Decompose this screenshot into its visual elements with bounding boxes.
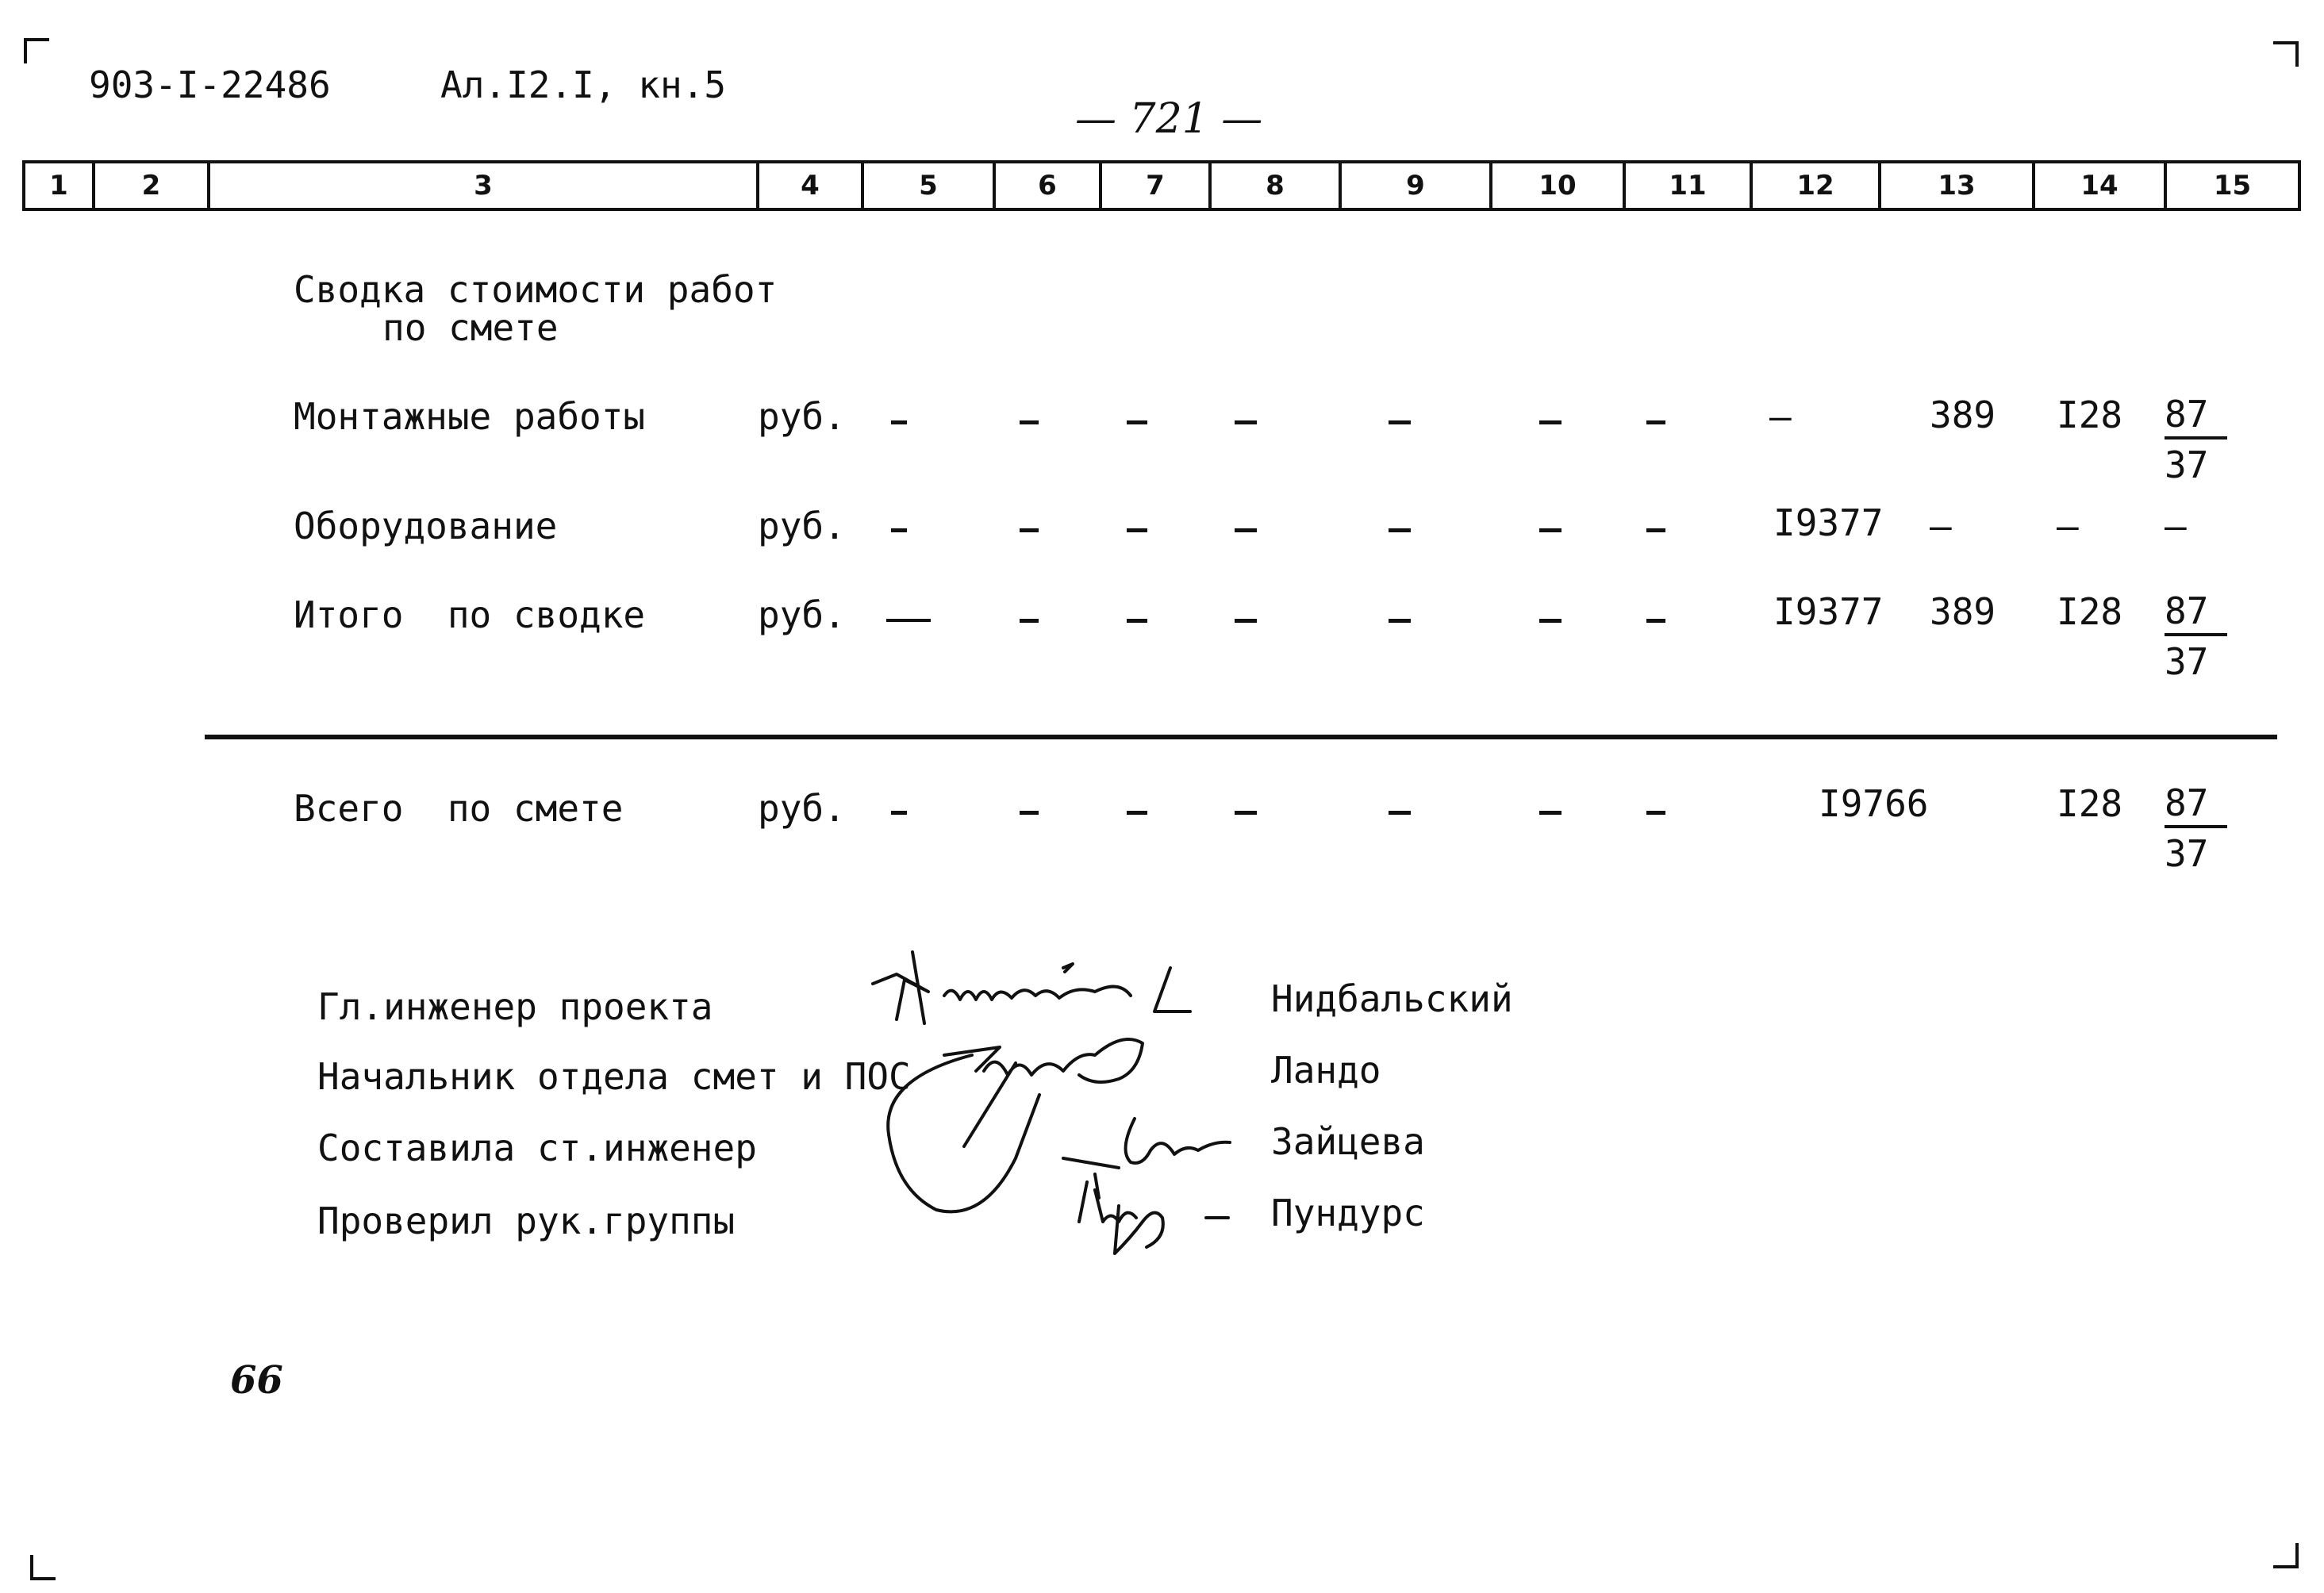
signature-role: Составила ст.инженер bbox=[317, 1127, 757, 1169]
total-c14: I28 bbox=[2057, 782, 2123, 825]
row-subtotal-c14: I28 bbox=[2057, 590, 2123, 633]
row-installation-c15 bbox=[2165, 392, 2227, 490]
signature-name: Зайцева bbox=[1271, 1120, 1425, 1163]
signature-name: Пундурс bbox=[1271, 1192, 1425, 1234]
dash-col11 bbox=[1646, 528, 1665, 532]
dash-col5 bbox=[891, 528, 907, 532]
dash-col5 bbox=[891, 811, 907, 815]
total-c12-13: I9766 bbox=[1819, 782, 1929, 825]
dash-col8 bbox=[1235, 811, 1257, 815]
signature-name: Нидбальский bbox=[1271, 977, 1513, 1020]
column-number: 15 bbox=[2213, 170, 2252, 202]
row-installation-c12: — bbox=[1769, 395, 1792, 438]
column-number: 14 bbox=[2035, 163, 2167, 208]
row-subtotal-c12: I9377 bbox=[1773, 590, 1884, 633]
column-number: 5 bbox=[864, 163, 996, 208]
column-number: 9 bbox=[1342, 163, 1492, 208]
dash-col7 bbox=[1127, 420, 1147, 424]
document-code: 903-I-22486 bbox=[89, 63, 331, 106]
row-unit: руб. bbox=[758, 395, 846, 438]
signature-1-stroke bbox=[873, 952, 1190, 1023]
row-equipment-c12: I9377 bbox=[1773, 501, 1884, 544]
section-title-line1: Сводка стоимости работ bbox=[294, 268, 778, 311]
column-number: 6 bbox=[996, 163, 1102, 208]
total-c15 bbox=[2165, 781, 2227, 879]
signature-role: Проверил рук.группы bbox=[317, 1200, 736, 1242]
fraction-denominator: 37 bbox=[2165, 443, 2209, 486]
total-separator-line bbox=[205, 735, 2277, 739]
row-installation-c13: 389 bbox=[1930, 393, 1996, 436]
corner-mark-bottom-right bbox=[2273, 1543, 2299, 1568]
dash-col7 bbox=[1127, 811, 1147, 815]
dash-col8 bbox=[1235, 619, 1257, 623]
album-reference: Ал.I2.I, кн.5 bbox=[440, 63, 727, 106]
dash-col11 bbox=[1646, 420, 1665, 424]
column-number: 2 bbox=[95, 163, 210, 208]
dash-col10 bbox=[1539, 420, 1561, 424]
row-unit: руб. bbox=[758, 505, 846, 547]
sheet-mark: 66 bbox=[230, 1358, 283, 1403]
column-number: 8 bbox=[1212, 163, 1342, 208]
column-number: 1 bbox=[25, 163, 95, 208]
fraction-numerator: 87 bbox=[2165, 781, 2227, 828]
signature-name: Ландо bbox=[1271, 1049, 1381, 1092]
corner-mark-top-left bbox=[24, 38, 49, 63]
signature-role: Гл.инженер проекта bbox=[317, 985, 713, 1028]
row-name-total: Всего по смете bbox=[294, 787, 624, 830]
row-equipment-c13: — bbox=[1930, 505, 1952, 547]
column-number: 4 bbox=[759, 163, 864, 208]
dash-col10 bbox=[1539, 619, 1561, 623]
signature-role: Начальник отдела смет и ПОС bbox=[317, 1055, 911, 1098]
dash-col8 bbox=[1235, 528, 1257, 532]
dash-col9 bbox=[1389, 619, 1411, 623]
row-installation-c14: I28 bbox=[2057, 393, 2123, 436]
page-number: — 721 — bbox=[1075, 95, 1263, 143]
row-name-subtotal: Итого по сводке bbox=[294, 593, 646, 636]
dash-col7 bbox=[1127, 528, 1147, 532]
dash-col10 bbox=[1539, 528, 1561, 532]
handwritten-signatures bbox=[857, 936, 1301, 1269]
dash-col9 bbox=[1389, 811, 1411, 815]
dash-col11 bbox=[1646, 619, 1665, 623]
column-number-bar bbox=[22, 160, 2301, 211]
dash-col9 bbox=[1389, 420, 1411, 424]
signature-4-stroke bbox=[1079, 1182, 1228, 1253]
dash-col5 bbox=[891, 420, 907, 424]
column-number: 11 bbox=[1626, 163, 1753, 208]
section-title-line2: по смете bbox=[382, 306, 559, 349]
corner-mark-bottom-left bbox=[30, 1555, 56, 1580]
dash-col8 bbox=[1235, 420, 1257, 424]
dash-col10 bbox=[1539, 811, 1561, 815]
column-number: 3 bbox=[210, 163, 759, 208]
row-equipment-c14: — bbox=[2057, 505, 2079, 547]
fraction-numerator: 87 bbox=[2165, 392, 2227, 440]
row-unit: руб. bbox=[758, 593, 846, 636]
fraction-numerator: 87 bbox=[2165, 589, 2227, 636]
fraction-denominator: 37 bbox=[2165, 832, 2209, 875]
column-number: 13 bbox=[1881, 163, 2035, 208]
dash-col7 bbox=[1127, 619, 1147, 623]
row-subtotal-c13: 389 bbox=[1930, 590, 1996, 633]
dash-col5 bbox=[886, 619, 931, 622]
signature-3-stroke bbox=[1063, 1119, 1230, 1198]
row-equipment-c15: — bbox=[2165, 505, 2187, 547]
column-number: 7 bbox=[1102, 163, 1212, 208]
corner-mark-top-right bbox=[2273, 41, 2299, 67]
row-name-equipment: Оборудование bbox=[294, 505, 558, 547]
row-subtotal-c15 bbox=[2165, 589, 2227, 687]
row-name-installation: Монтажные работы bbox=[294, 395, 646, 438]
column-number: 12 bbox=[1753, 163, 1881, 208]
row-unit: руб. bbox=[758, 787, 846, 830]
dash-col6 bbox=[1020, 420, 1039, 424]
dash-col6 bbox=[1020, 528, 1039, 532]
column-number: 10 bbox=[1492, 163, 1626, 208]
dash-col9 bbox=[1389, 528, 1411, 532]
signature-2-stroke bbox=[888, 1039, 1143, 1211]
dash-col11 bbox=[1646, 811, 1665, 815]
dash-col6 bbox=[1020, 811, 1039, 815]
fraction-denominator: 37 bbox=[2165, 640, 2209, 683]
dash-col6 bbox=[1020, 619, 1039, 623]
